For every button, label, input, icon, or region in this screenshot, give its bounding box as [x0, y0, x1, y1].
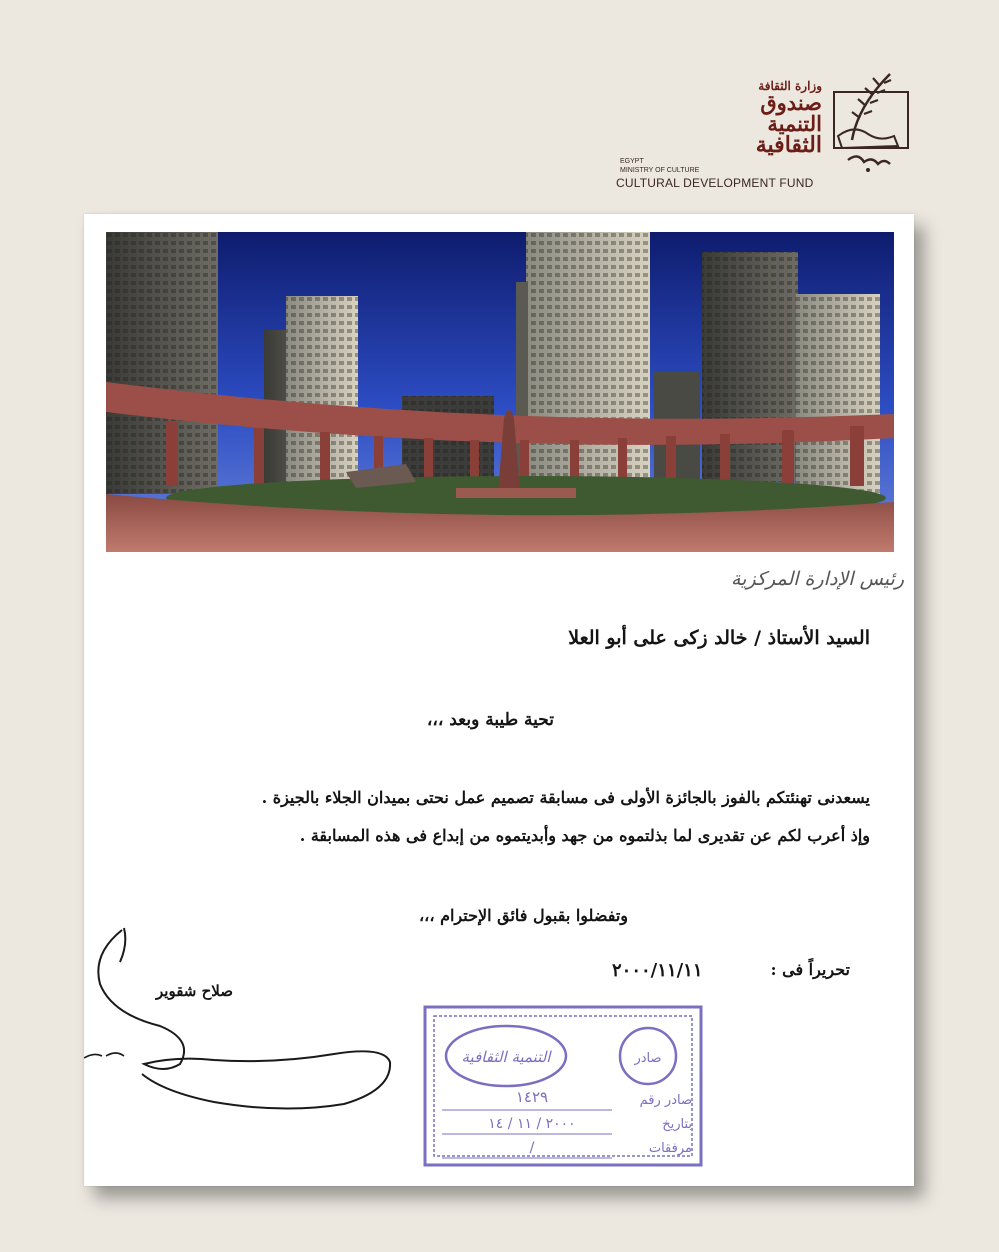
logo-fund-ar-line2: التنمية: [767, 111, 822, 136]
plaza-rendering-image: [106, 232, 894, 552]
date-value: ٢٠٠٠/١١/١١: [612, 960, 703, 981]
stamp-date-value: ٢٠٠٠ / ١١ / ١٤: [488, 1116, 576, 1132]
logo-country-en: EGYPT: [620, 158, 644, 165]
handwritten-note: رئيس الإدارة المركزية: [730, 568, 904, 590]
stamp-org-text: التنمية الثقافية: [461, 1048, 551, 1066]
logo-fund-ar-line1: صندوق: [760, 90, 822, 115]
addressee-line: السيد الأستاذ / خالد زكى على أبو العلا: [568, 627, 870, 649]
closing-line: وتفضلوا بقبول فائق الإحترام ،،،: [419, 906, 628, 925]
stamp-number-label: صادر رقم: [639, 1093, 692, 1108]
body-paragraph-line-2: وإذ أعرب لكم عن تقديرى لما بذلتموه من جهد وأبديتموه من إبداع فى هذه المسابقة .: [299, 826, 870, 845]
stamp-attachments-label: مرفقات: [648, 1141, 692, 1156]
outgoing-stamp: [422, 1004, 704, 1168]
greeting-line: تحية طيبة وبعد ،،،: [426, 710, 554, 730]
logo-ministry-en: MINISTRY OF CULTURE: [620, 167, 700, 174]
logo-arabic-text: [622, 80, 822, 156]
stamp-circle-text: صادر: [634, 1051, 662, 1066]
date-label: تحريراً فى :: [770, 960, 850, 979]
body-paragraph-line-1: يسعدنى تهنئتكم بالفوز بالجائزة الأولى فى مسابقة تصميم عمل نحتى بميدان الجلاء بالجيزة .: [261, 788, 870, 807]
stamp-number-value: ١٤٢٩: [515, 1088, 549, 1106]
logo-fund-ar-line3: الثقافية: [755, 132, 822, 158]
handwritten-signature-icon: [84, 914, 404, 1124]
fund-logo: [612, 58, 912, 188]
logo-ministry-ar: وزارة الثقافة: [758, 79, 822, 93]
signer-name: صلاح شقوير: [156, 982, 233, 1000]
stamp-attachments-value: /: [529, 1140, 535, 1156]
stamp-date-label: بتاريخ: [662, 1117, 692, 1132]
logo-fund-en: CULTURAL DEVELOPMENT FUND: [616, 176, 814, 190]
letter-paper: [84, 214, 914, 1186]
quill-hand-emblem-icon: [824, 66, 912, 178]
